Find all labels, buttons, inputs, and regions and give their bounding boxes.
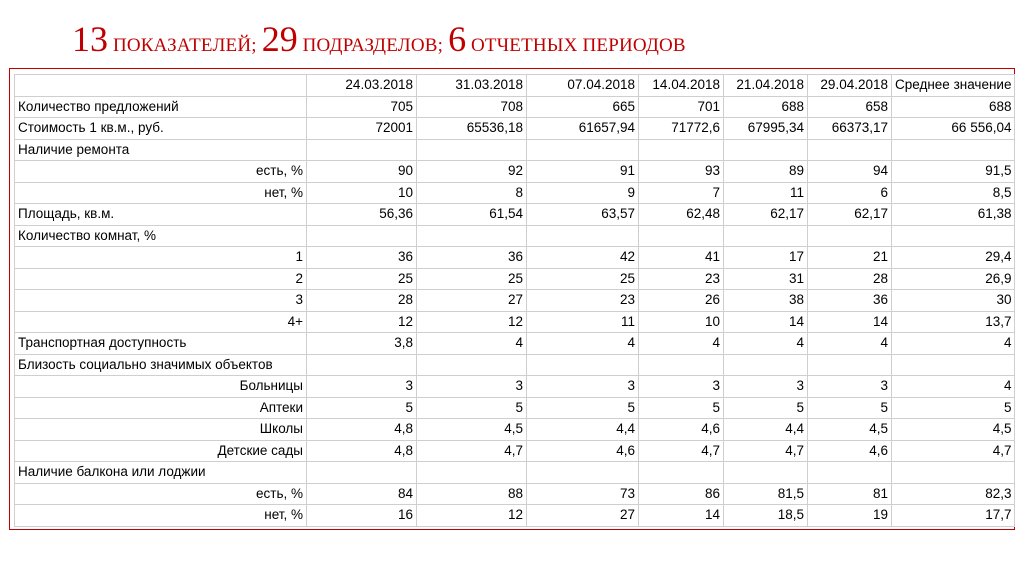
title-count-subsections: 29 xyxy=(261,19,298,59)
table-cell xyxy=(417,354,527,376)
table-cell xyxy=(724,354,808,376)
table-cell: 23 xyxy=(527,290,639,312)
title-count-indicators: 13 xyxy=(72,19,108,59)
row-label: 1 xyxy=(15,247,307,269)
row-label: Наличие балкона или лоджии xyxy=(15,462,307,484)
table-row xyxy=(15,311,1015,333)
table-cell: 9 xyxy=(527,182,639,204)
table-cell: 4 xyxy=(417,333,527,355)
row-label: Аптеки xyxy=(15,397,307,419)
table-cell: 17,7 xyxy=(892,505,1015,527)
table-cell: 63,57 xyxy=(527,204,639,226)
table-cell: 26,9 xyxy=(892,268,1015,290)
table-cell: 708 xyxy=(417,96,527,118)
table-row xyxy=(15,419,1015,441)
table-cell: 62,48 xyxy=(639,204,724,226)
table-cell xyxy=(724,462,808,484)
table-cell: 4,5 xyxy=(808,419,892,441)
table-cell xyxy=(892,462,1015,484)
table-cell: 14 xyxy=(724,311,808,333)
table-row xyxy=(15,139,1015,161)
row-label: Наличие ремонта xyxy=(15,139,307,161)
table-cell: 41 xyxy=(639,247,724,269)
column-header: 21.04.2018 xyxy=(724,75,808,97)
row-label: Детские сады xyxy=(15,440,307,462)
table-cell: 92 xyxy=(417,161,527,183)
table-cell: 82,3 xyxy=(892,483,1015,505)
table-cell: 658 xyxy=(808,96,892,118)
table-cell: 42 xyxy=(527,247,639,269)
row-label: Близость социально значимых объектов xyxy=(15,354,307,376)
table-cell: 5 xyxy=(892,397,1015,419)
table-cell: 4,7 xyxy=(724,440,808,462)
table-cell: 71772,6 xyxy=(639,118,724,140)
table-cell: 91,5 xyxy=(892,161,1015,183)
row-label: Площадь, кв.м. xyxy=(15,204,307,226)
table-cell: 18,5 xyxy=(724,505,808,527)
table-row xyxy=(15,397,1015,419)
row-label: нет, % xyxy=(15,505,307,527)
table-row xyxy=(15,204,1015,226)
title-text-indicators: ПОКАЗАТЕЛЕЙ; xyxy=(108,35,262,56)
table-row xyxy=(15,440,1015,462)
column-header: Среднее значение xyxy=(892,75,1015,97)
row-label: Транспортная доступность xyxy=(15,333,307,355)
table-cell xyxy=(527,225,639,247)
table-cell: 4,7 xyxy=(417,440,527,462)
table-cell: 65536,18 xyxy=(417,118,527,140)
table-row xyxy=(15,118,1015,140)
table-cell: 3 xyxy=(527,376,639,398)
table-cell xyxy=(527,139,639,161)
column-header: 29.04.2018 xyxy=(808,75,892,97)
row-label: 3 xyxy=(15,290,307,312)
table-row xyxy=(15,333,1015,355)
table-row xyxy=(15,225,1015,247)
table-cell: 91 xyxy=(527,161,639,183)
column-header: 14.04.2018 xyxy=(639,75,724,97)
table-cell: 688 xyxy=(724,96,808,118)
table-cell: 12 xyxy=(417,505,527,527)
row-label: 4+ xyxy=(15,311,307,333)
table-cell: 56,36 xyxy=(307,204,417,226)
table-cell: 3,8 xyxy=(307,333,417,355)
table-cell: 5 xyxy=(639,397,724,419)
table-cell: 4,6 xyxy=(527,440,639,462)
table-cell: 36 xyxy=(417,247,527,269)
table-cell: 10 xyxy=(639,311,724,333)
table-cell xyxy=(417,139,527,161)
table-cell xyxy=(417,225,527,247)
column-header: 24.03.2018 xyxy=(307,75,417,97)
table-cell: 3 xyxy=(808,376,892,398)
table-cell: 73 xyxy=(527,483,639,505)
table-cell: 11 xyxy=(724,182,808,204)
table-cell xyxy=(808,139,892,161)
table-cell: 5 xyxy=(724,397,808,419)
table-cell: 90 xyxy=(307,161,417,183)
table-cell xyxy=(639,225,724,247)
table-cell: 17 xyxy=(724,247,808,269)
table-cell: 81,5 xyxy=(724,483,808,505)
table-cell: 4,6 xyxy=(639,419,724,441)
table-cell: 3 xyxy=(724,376,808,398)
table-cell: 25 xyxy=(417,268,527,290)
table-cell: 6 xyxy=(808,182,892,204)
table-cell: 11 xyxy=(527,311,639,333)
table-cell: 19 xyxy=(808,505,892,527)
table-cell: 8,5 xyxy=(892,182,1015,204)
table-cell: 27 xyxy=(417,290,527,312)
row-label: есть, % xyxy=(15,161,307,183)
table-cell: 4 xyxy=(892,376,1015,398)
table-cell: 4,5 xyxy=(892,419,1015,441)
data-table xyxy=(14,74,1015,527)
table-cell xyxy=(639,354,724,376)
table-cell: 26 xyxy=(639,290,724,312)
table-cell: 36 xyxy=(307,247,417,269)
table-cell: 5 xyxy=(307,397,417,419)
table-cell xyxy=(808,225,892,247)
table-cell xyxy=(527,354,639,376)
table-cell: 66 556,04 xyxy=(892,118,1015,140)
header-row xyxy=(15,75,1015,97)
table-cell: 3 xyxy=(417,376,527,398)
table-cell: 5 xyxy=(527,397,639,419)
table-cell: 7 xyxy=(639,182,724,204)
header-corner-cell xyxy=(15,75,307,97)
row-label: Стоимость 1 кв.м., руб. xyxy=(15,118,307,140)
table-cell: 4 xyxy=(892,333,1015,355)
table-row xyxy=(15,376,1015,398)
table-cell: 14 xyxy=(808,311,892,333)
table-row xyxy=(15,96,1015,118)
row-label: Количество предложений xyxy=(15,96,307,118)
table-row xyxy=(15,505,1015,527)
table-cell: 88 xyxy=(417,483,527,505)
table-cell: 61657,94 xyxy=(527,118,639,140)
table-cell: 81 xyxy=(808,483,892,505)
table-cell: 4,8 xyxy=(307,419,417,441)
table-cell: 4,7 xyxy=(639,440,724,462)
table-cell: 10 xyxy=(307,182,417,204)
table-cell xyxy=(417,462,527,484)
table-row xyxy=(15,290,1015,312)
table-cell: 31 xyxy=(724,268,808,290)
table-cell: 67995,34 xyxy=(724,118,808,140)
column-header: 07.04.2018 xyxy=(527,75,639,97)
slide-title xyxy=(72,18,686,60)
table-cell: 94 xyxy=(808,161,892,183)
table-cell: 27 xyxy=(527,505,639,527)
table-cell: 12 xyxy=(307,311,417,333)
table-row xyxy=(15,247,1015,269)
table-cell xyxy=(527,462,639,484)
table-cell: 4 xyxy=(527,333,639,355)
table-cell: 66373,17 xyxy=(808,118,892,140)
table-cell: 25 xyxy=(527,268,639,290)
table-row xyxy=(15,268,1015,290)
table-cell: 84 xyxy=(307,483,417,505)
table-cell: 4,8 xyxy=(307,440,417,462)
table-cell: 23 xyxy=(639,268,724,290)
table-cell: 25 xyxy=(307,268,417,290)
table-cell xyxy=(307,462,417,484)
row-label: есть, % xyxy=(15,483,307,505)
table-cell: 705 xyxy=(307,96,417,118)
table-cell: 12 xyxy=(417,311,527,333)
table-cell xyxy=(892,354,1015,376)
row-label: Количество комнат, % xyxy=(15,225,307,247)
table-cell xyxy=(892,225,1015,247)
table-cell: 89 xyxy=(724,161,808,183)
table-cell: 36 xyxy=(808,290,892,312)
table-cell: 28 xyxy=(808,268,892,290)
table-cell: 4 xyxy=(808,333,892,355)
table-cell: 28 xyxy=(307,290,417,312)
table-cell: 13,7 xyxy=(892,311,1015,333)
row-label: Школы xyxy=(15,419,307,441)
table-cell xyxy=(639,139,724,161)
table-cell: 93 xyxy=(639,161,724,183)
table-row xyxy=(15,462,1015,484)
title-text-periods: ОТЧЕТНЫХ ПЕРИОДОВ xyxy=(466,35,686,56)
table-cell: 62,17 xyxy=(808,204,892,226)
table-cell: 16 xyxy=(307,505,417,527)
table-cell: 14 xyxy=(639,505,724,527)
table-cell: 4,4 xyxy=(724,419,808,441)
table-cell: 72001 xyxy=(307,118,417,140)
row-label: нет, % xyxy=(15,182,307,204)
table-cell xyxy=(307,225,417,247)
table-cell: 38 xyxy=(724,290,808,312)
row-label: Больницы xyxy=(15,376,307,398)
table-cell: 3 xyxy=(307,376,417,398)
table-cell: 8 xyxy=(417,182,527,204)
table-row xyxy=(15,483,1015,505)
table-cell: 30 xyxy=(892,290,1015,312)
column-header: 31.03.2018 xyxy=(417,75,527,97)
row-label: 2 xyxy=(15,268,307,290)
table-cell xyxy=(808,462,892,484)
table-cell: 61,38 xyxy=(892,204,1015,226)
table-cell: 61,54 xyxy=(417,204,527,226)
table-cell xyxy=(639,462,724,484)
table-cell: 4,4 xyxy=(527,419,639,441)
table-cell xyxy=(724,225,808,247)
table-cell: 688 xyxy=(892,96,1015,118)
table-cell xyxy=(892,139,1015,161)
table-cell: 62,17 xyxy=(724,204,808,226)
table-cell: 4,5 xyxy=(417,419,527,441)
table-cell xyxy=(307,354,417,376)
table-cell: 4,7 xyxy=(892,440,1015,462)
table-cell xyxy=(307,139,417,161)
table-cell: 4 xyxy=(639,333,724,355)
table-cell: 86 xyxy=(639,483,724,505)
table-cell: 701 xyxy=(639,96,724,118)
table-cell: 4,6 xyxy=(808,440,892,462)
title-count-periods: 6 xyxy=(448,19,467,59)
table-row xyxy=(15,354,1015,376)
table-cell: 5 xyxy=(417,397,527,419)
table-cell xyxy=(724,139,808,161)
table-row xyxy=(15,182,1015,204)
table-row xyxy=(15,161,1015,183)
title-text-subsections: ПОДРАЗДЕЛОВ; xyxy=(297,35,449,56)
table-cell: 5 xyxy=(808,397,892,419)
table-cell: 29,4 xyxy=(892,247,1015,269)
table-cell: 665 xyxy=(527,96,639,118)
table-cell: 4 xyxy=(724,333,808,355)
table-cell xyxy=(808,354,892,376)
table-cell: 21 xyxy=(808,247,892,269)
table-cell: 3 xyxy=(639,376,724,398)
